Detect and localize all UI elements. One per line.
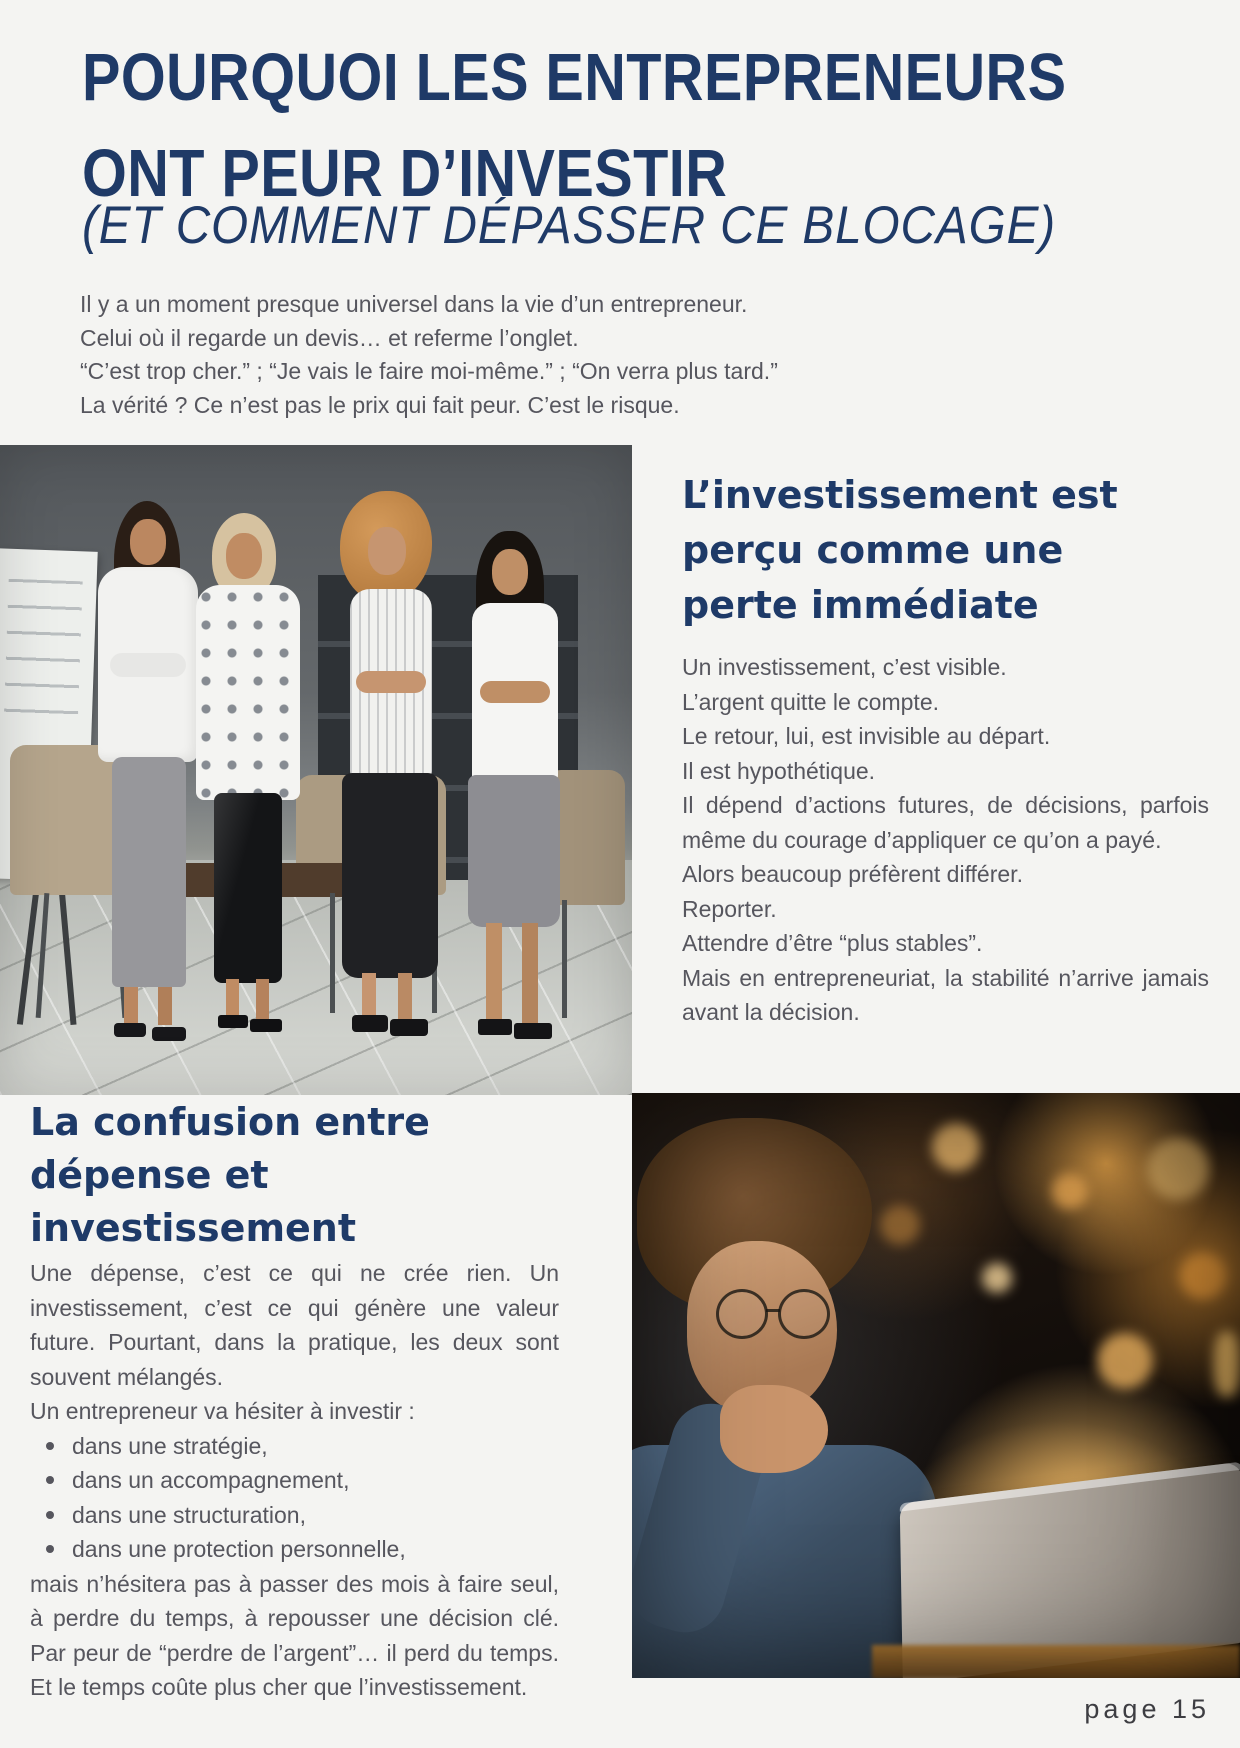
- list-item: [30, 1463, 559, 1498]
- bullet-icon: [46, 1545, 54, 1553]
- body-paragraph: Un investissement, c’est visible.: [682, 654, 1007, 680]
- intro-line: Celui où il regarde un devis… et referme l’onglet.: [80, 324, 579, 351]
- heading-line: investissement: [30, 1206, 357, 1250]
- intro-paragraph: [80, 288, 1030, 422]
- page-number: page 15: [1084, 1694, 1210, 1724]
- title-line-1: POURQUOI LES ENTREPRENEURS: [82, 40, 1067, 115]
- photo-vignette: [0, 445, 632, 1095]
- intro-line: La vérité ? Ce n’est pas le prix qui fait peur. C’est le risque.: [80, 391, 680, 418]
- heading-line: La confusion entre: [30, 1100, 430, 1144]
- heading-line: L’investissement est: [682, 473, 1118, 517]
- section-body-investment-loss: [682, 650, 1209, 1030]
- body-paragraph: Il dépend d’actions futures, de décisions, parfois même du courage d’appliquer ce qu’on a payé.: [682, 792, 1209, 853]
- body-paragraph: Le retour, lui, est invisible au départ.: [682, 723, 1051, 749]
- bullet-icon: [46, 1442, 54, 1450]
- page-title: [82, 30, 1227, 222]
- bullet-icon: [46, 1476, 54, 1484]
- body-paragraph: Reporter.: [682, 895, 777, 922]
- team-photo: [0, 445, 632, 1095]
- hesitation-list: [30, 1429, 559, 1567]
- intro-line: Il y a un moment presque universel dans la vie d’un entrepreneur.: [80, 291, 748, 317]
- body-paragraph: Un entrepreneur va hésiter à investir :: [30, 1398, 415, 1424]
- list-item-text: dans une stratégie,: [72, 1432, 268, 1459]
- body-paragraph: Une dépense, c’est ce qui ne crée rien. Un investissement, c’est ce qui génère une valeur future. Pourtant, dans la pratique, les deux sont souvent mélangés.: [30, 1260, 559, 1390]
- heading-line: perçu comme une: [682, 528, 1064, 572]
- heading-line: perte immédiate: [682, 583, 1039, 627]
- section-heading-confusion: [30, 1096, 575, 1255]
- section-heading-investment-loss: [682, 468, 1227, 633]
- page-subtitle: (ET COMMENT DÉPASSER CE BLOCAGE): [82, 196, 1057, 255]
- intro-line: “C’est trop cher.” ; “Je vais le faire moi-même.” ; “On verra plus tard.”: [80, 358, 778, 384]
- body-paragraph: mais n’hésitera pas à passer des mois à faire seul, à perdre du temps, à repousser une décision clé. Par peur de “perdre de l’argent”… il perd du temps. Et le temps coûte plus cher que l’investissement.: [30, 1570, 559, 1700]
- body-paragraph: Il est hypothétique.: [682, 757, 876, 784]
- list-item-text: dans une structuration,: [72, 1501, 306, 1528]
- body-paragraph: Attendre d’être “plus stables”.: [682, 930, 983, 956]
- heading-line: dépense et: [30, 1153, 269, 1197]
- body-paragraph: Alors beaucoup préfèrent différer.: [682, 861, 1023, 887]
- title-line-2: ONT PEUR D’INVESTIR: [82, 136, 728, 211]
- list-item-text: dans un accompagnement,: [72, 1467, 350, 1493]
- list-item-text: dans une protection personnelle,: [72, 1536, 406, 1562]
- bullet-icon: [46, 1511, 54, 1519]
- list-item: [30, 1429, 559, 1464]
- photo-vignette: [632, 1093, 1240, 1678]
- section-body-confusion: [30, 1256, 559, 1705]
- body-paragraph: L’argent quitte le compte.: [682, 688, 939, 715]
- body-paragraph: Mais en entrepreneuriat, la stabilité n’arrive jamais avant la décision.: [682, 964, 1209, 1025]
- entrepreneur-night-photo: [632, 1093, 1240, 1678]
- list-item: [30, 1498, 559, 1533]
- list-item: [30, 1532, 559, 1567]
